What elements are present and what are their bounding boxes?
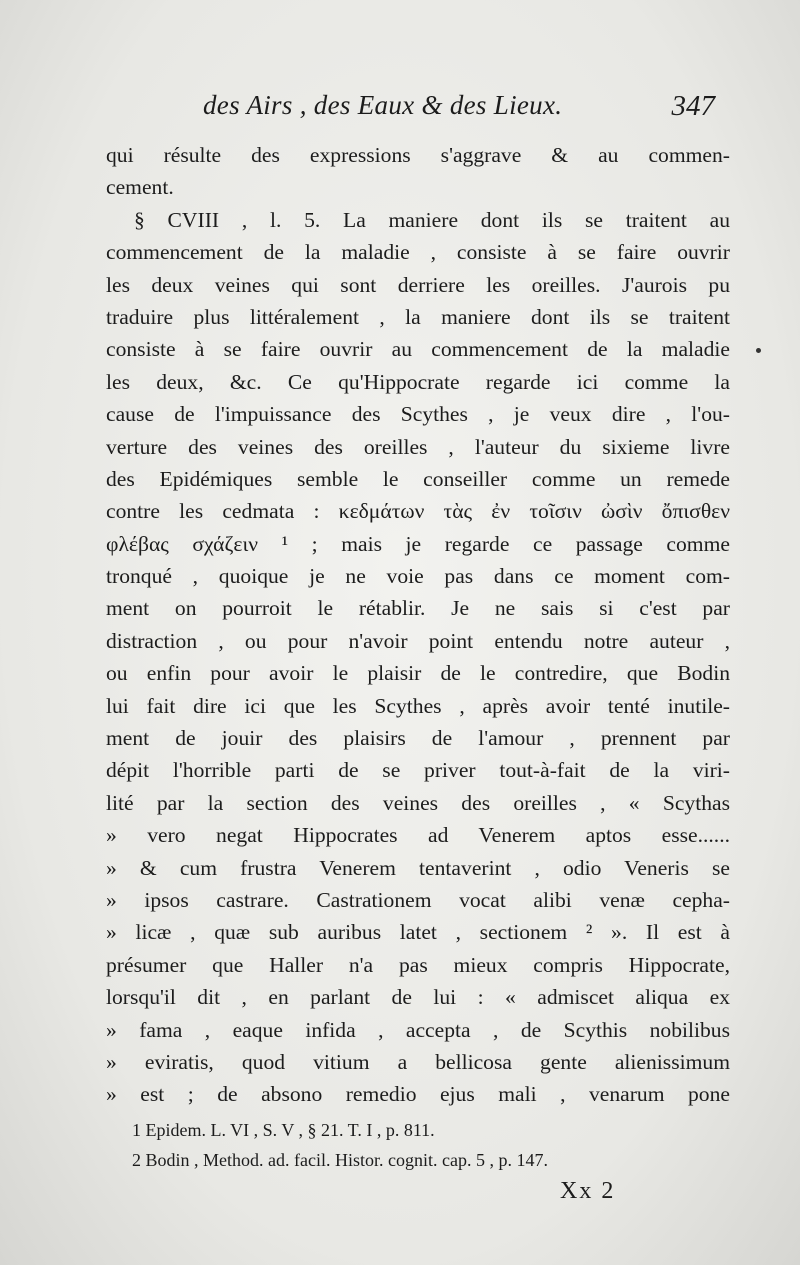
footnote: 2 Bodin , Method. ad. facil. Histor. cognit. cap. 5 , p. 147. <box>132 1150 548 1170</box>
text-line: lui fait dire ici que les Scythes , après avoir tenté inutile- <box>106 693 730 718</box>
margin-dot <box>756 348 761 353</box>
text-line: » licæ , quæ sub auribus latet , sectionem ² ». Il est à <box>106 920 730 945</box>
text-line: les deux, &c. Ce qu'Hippocrate regarde ici comme la <box>106 369 730 394</box>
text-line: qui résulte des expressions s'aggrave & au commen- <box>106 143 730 167</box>
text-line: ou enfin pour avoir le plaisir de le contredire, que Bodin <box>106 661 730 686</box>
text-line: verture des veines des oreilles , l'auteur du sixieme livre <box>106 434 730 459</box>
text-line: » & cum frustra Venerem tentaverint , odio Veneris se <box>106 855 730 880</box>
text-line: ment on pourroit le rétablir. Je ne sais si c'est par <box>106 596 730 621</box>
text-line: commencement de la maladie , consiste à se faire ouvrir <box>106 240 730 265</box>
text-line: lité par la section des veines des oreilles , « Scythas <box>106 790 730 815</box>
body-text <box>106 139 730 1111</box>
text-line: » ipsos castrare. Castrationem vocat alibi venæ cepha- <box>106 887 730 912</box>
text-line: tronqué , quoique je ne voie pas dans ce moment com- <box>106 564 730 589</box>
text-line: cement. <box>106 175 174 200</box>
running-title: des Airs , des Eaux & des Lieux. <box>203 90 563 120</box>
text-line: ment de jouir des plaisirs de l'amour , prennent par <box>106 726 730 751</box>
text-line: » vero negat Hippocrates ad Venerem aptos esse...... <box>106 823 730 848</box>
text-line: des Epidémiques semble le conseiller comme un remede <box>106 466 730 491</box>
text-line: § CVIII , l. 5. La maniere dont ils se traitent au <box>134 207 730 232</box>
text-line: contre les cedmata : κεδμάτων τὰς ἐν τοῖσιν ὠσὶν ὄπισθεν <box>106 499 730 524</box>
text-line: lorsqu'il dit , en parlant de lui : « admiscet aliqua ex <box>106 985 730 1010</box>
text-line: présumer que Haller n'a pas mieux compris Hippocrate, <box>106 952 730 977</box>
text-line: » est ; de absono remedio ejus mali , venarum pone <box>106 1082 730 1107</box>
text-line: distraction , ou pour n'avoir point entendu notre auteur , <box>106 628 730 653</box>
text-line: consiste à se faire ouvrir au commencement de la maladie <box>106 337 730 362</box>
page-header <box>105 86 715 130</box>
page-number: 347 <box>671 90 715 122</box>
signature-mark: Xx 2 <box>560 1178 616 1204</box>
text-line: cause de l'impuissance des Scythes , je veux dire , l'ou- <box>106 402 730 427</box>
text-line: φλέβας σχάζειν ¹ ; mais je regarde ce passage comme <box>106 531 730 556</box>
text-line: traduire plus littéralement , la maniere dont ils se traitent <box>106 304 730 329</box>
text-line: dépit l'horrible parti de se priver tout-à-fait de la viri- <box>106 758 730 783</box>
footnote: 1 Epidem. L. VI , S. V , § 21. T. I , p. 811. <box>132 1120 435 1140</box>
text-line: les deux veines qui sont derriere les oreilles. J'aurois pu <box>106 272 730 297</box>
text-line: » eviratis, quod vitium a bellicosa gente alienissimum <box>106 1049 730 1074</box>
text-line: » fama , eaque infida , accepta , de Scythis nobilibus <box>106 1017 730 1042</box>
footnotes <box>132 1115 722 1175</box>
